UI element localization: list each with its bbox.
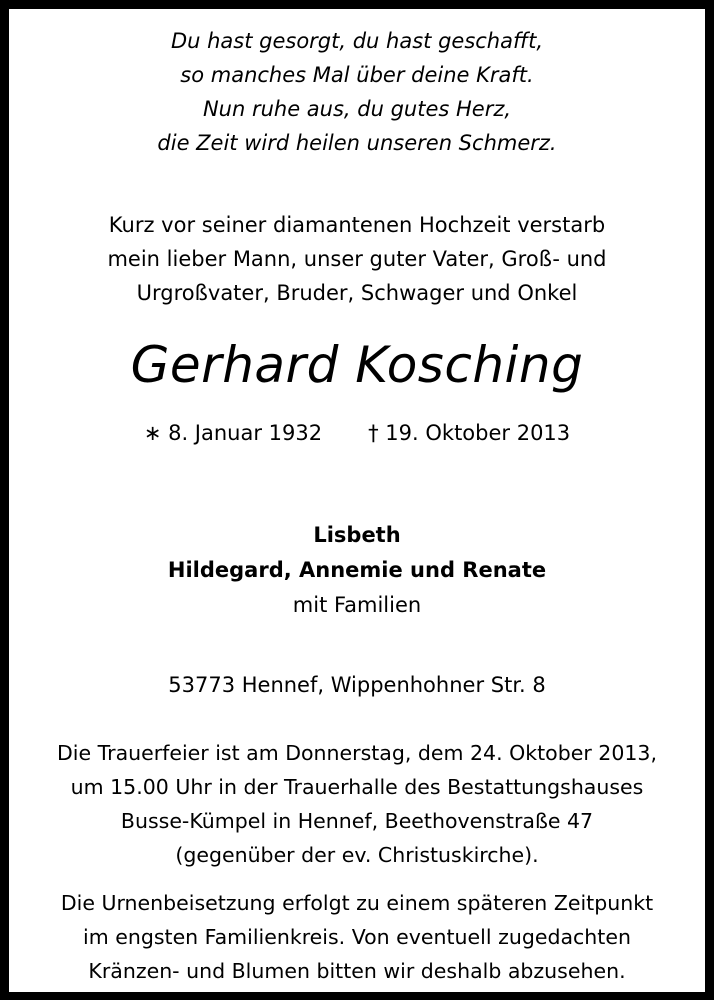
poem-line: die Zeit wird heilen unseren Schmerz. (157, 131, 557, 155)
funeral-info (0, 736, 714, 872)
funeral-line: (gegenüber der ev. Christuskirche). (175, 843, 539, 867)
urn-line: Kränzen- und Blumen bitten wir deshalb abzusehen. (88, 959, 626, 983)
mourners-block (0, 518, 714, 623)
family-address: 53773 Hennef, Wippenhohner Str. 8 (168, 673, 546, 697)
poem-line: so manches Mal über deine Kraft. (180, 63, 534, 87)
funeral-line: Busse-Kümpel in Hennef, Beethovenstraße 47 (120, 809, 594, 833)
funeral-line: Die Trauerfeier ist am Donnerstag, dem 24. Oktober 2013, (57, 741, 657, 765)
poem-line: Du hast gesorgt, du hast geschafft, (170, 29, 544, 53)
urn-burial-info (0, 886, 714, 988)
memorial-poem (0, 24, 714, 160)
urn-line: Die Urnenbeisetzung erfolgt zu einem späteren Zeitpunkt (60, 891, 654, 915)
poem-line: Nun ruhe aus, du gutes Herz, (202, 97, 512, 121)
mourner-families: mit Familien (292, 593, 422, 617)
urn-line: im engsten Familienkreis. Von eventuell zugedachten (83, 925, 631, 949)
funeral-line: um 15.00 Uhr in der Trauerhalle des Bestattungshauses (70, 775, 644, 799)
death-date: † 19. Oktober 2013 (368, 421, 571, 445)
announcement-intro (0, 208, 714, 310)
life-dates (0, 418, 714, 448)
intro-line: mein lieber Mann, unser guter Vater, Groß- und (107, 247, 607, 271)
mourner-wife: Lisbeth (313, 523, 401, 547)
mourner-children: Hildegard, Annemie und Renate (167, 558, 547, 582)
birth-date: ∗ 8. Januar 1932 (143, 421, 323, 445)
intro-line: Kurz vor seiner diamantenen Hochzeit verstarb (108, 213, 606, 237)
intro-line: Urgroßvater, Bruder, Schwager und Onkel (136, 281, 578, 305)
deceased-name: Gerhard Kosching (130, 336, 584, 394)
